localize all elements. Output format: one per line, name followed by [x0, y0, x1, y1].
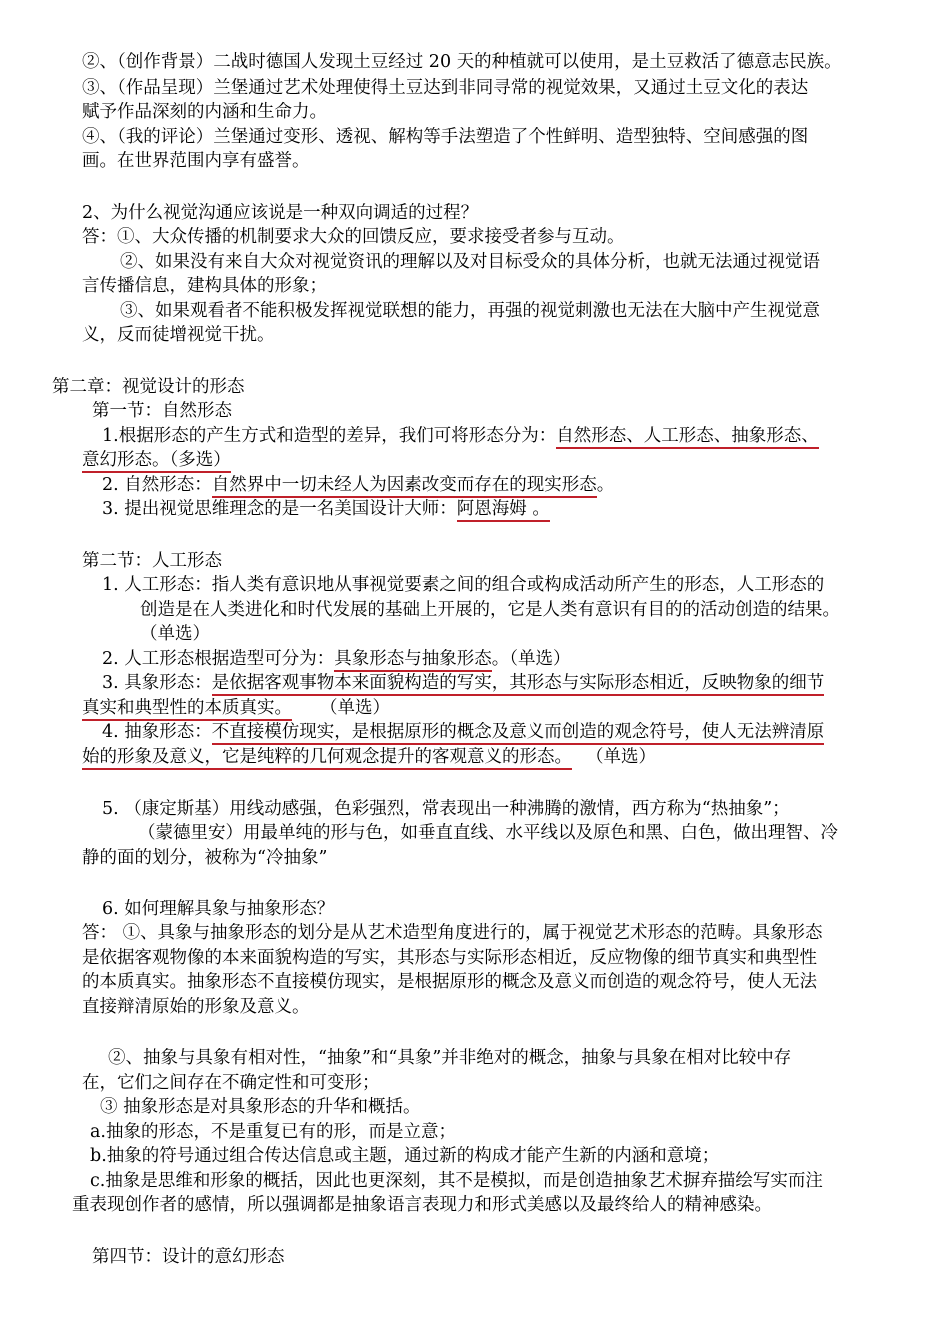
answer-line: ②、抽象与具象有相对性，“抽象”和“具象”并非绝对的概念，抽象与具象在相对比较中存	[108, 1048, 792, 1068]
item-text: 2. 自然形态：	[102, 475, 212, 495]
paragraph-line: 画。在世界范围内享有盛誉。	[82, 151, 310, 171]
paragraph-line: ③、（作品呈现）兰堡通过艺术处理使得土豆达到非同寻常的视觉效果，又通过土豆文化的表达	[82, 78, 809, 98]
paragraph-line: ②、（创作背景）二战时德国人发现土豆经过 20 天的种植就可以使用，是土豆救活了德意志民族。	[82, 52, 842, 72]
item-text: 。（单选）	[491, 649, 571, 669]
answer-line: ②、如果没有来自大众对视觉资讯的理解以及对目标受众的具体分析，也就无法通过视觉语	[120, 252, 820, 272]
list-item	[102, 473, 614, 497]
item-text: 4. 抽象形态：	[102, 722, 212, 742]
list-item	[102, 424, 819, 448]
list-item-continuation	[82, 696, 390, 720]
answer-line: 言传播信息，建构具体的形象；	[82, 276, 327, 296]
list-item-continuation	[82, 745, 656, 769]
question-heading: 2、为什么视觉沟通应该说是一种双向调适的过程？	[82, 203, 479, 223]
section-heading: 第二节：人工形态	[82, 551, 222, 571]
list-item-continuation: 静的面的划分，被称为“冷抽象”	[82, 848, 328, 868]
underlined-answer: 是依据客观事物本来面貌构造的写实，其形态与实际形态相近，反映物象的细节	[212, 673, 825, 696]
answer-line: 义，反而徒增视觉干扰。	[82, 325, 275, 345]
underlined-answer: 自然界中一切未经人为因素改变而存在的现实形态	[212, 475, 597, 498]
list-item: 6. 如何理解具象与抽象形态？	[102, 899, 335, 919]
list-item: 5. （康定斯基）用线动感强，色彩强烈，常表现出一种沸腾的激情，西方称为“热抽象”；	[102, 799, 790, 819]
list-item	[102, 647, 571, 671]
answer-line: b.抽象的符号通过组合传达信息或主题，通过新的构成才能产生新的内涵和意境；	[90, 1146, 720, 1166]
list-item	[102, 497, 550, 521]
section-heading: 第一节：自然形态	[92, 401, 232, 421]
paragraph-line: 赋予作品深刻的内涵和生命力。	[82, 102, 327, 122]
answer-line: a.抽象的形态，不是重复已有的形，而是立意；	[90, 1122, 456, 1142]
list-item-continuation: 创造是在人类进化和时代发展的基础上开展的，它是人类有意识有目的的活动创造的结果。	[140, 600, 840, 620]
item-text: 3. 提出视觉思维理念的是一名美国设计大师：	[102, 499, 457, 519]
underlined-answer: 自然形态、人工形态、抽象形态、	[556, 426, 819, 449]
answer-line: ③、如果观看者不能积极发挥视觉联想的能力，再强的视觉刺激也无法在大脑中产生视觉意	[120, 301, 820, 321]
item-text: （单选）	[320, 698, 390, 718]
answer-line: 直接辩清原始的形象及意义。	[82, 997, 310, 1017]
item-text: 。	[596, 475, 615, 495]
answer-line: c.抽象是思维和形象的概括，因此也更深刻，其不是模拟，而是创造抽象艺术摒弃描绘写实而注	[90, 1171, 823, 1191]
item-text: 2. 人工形态根据造型可分为：	[102, 649, 335, 669]
list-item-continuation: （蒙德里安）用最单纯的形与色，如垂直直线、水平线以及原色和黑、白色，做出理智、冷	[138, 823, 838, 843]
item-text: 3. 具象形态：	[102, 673, 212, 693]
list-item-continuation	[82, 448, 231, 472]
answer-line: 是依据客观物像的本来面貌构造的写实，其形态与实际形态相近，反应物像的细节真实和典型性	[82, 948, 817, 968]
underlined-answer: 真实和典型性的本质真实。	[82, 698, 292, 721]
list-item	[102, 671, 824, 695]
list-item-continuation: （单选）	[140, 624, 210, 644]
underlined-answer: 不直接模仿现实，是根据原形的概念及意义而创造的观念符号，使人无法辨清原	[212, 722, 825, 745]
item-text: 1.根据形态的产生方式和造型的差异，我们可将形态分为：	[102, 426, 557, 446]
paragraph-line: ④、（我的评论）兰堡通过变形、透视、解构等手法塑造了个性鲜明、造型独特、空间感强的图	[82, 127, 809, 147]
section-heading: 第四节：设计的意幻形态	[92, 1247, 285, 1267]
underlined-answer: 始的形象及意义，它是纯粹的几何观念提升的客观意义的形态。	[82, 747, 572, 770]
chapter-heading: 第二章：视觉设计的形态	[52, 377, 245, 397]
answer-line: 答： ①、具象与抽象形态的划分是从艺术造型角度进行的，属于视觉艺术形态的范畴。具象形态	[82, 923, 823, 943]
answer-line: 在，它们之间存在不确定性和可变形；	[82, 1073, 380, 1093]
underlined-answer: 阿恩海姆 。	[457, 499, 550, 522]
underlined-answer: 具象形态与抽象形态	[334, 649, 492, 672]
item-text: （单选）	[586, 747, 656, 767]
answer-line: 的本质真实。抽象形态不直接模仿现实，是根据原形的概念及意义而创造的观念符号，使人无法	[82, 972, 817, 992]
underlined-answer: 意幻形态。（多选）	[82, 450, 231, 473]
list-item	[102, 720, 824, 744]
answer-line: ③ 抽象形态是对具象形态的升华和概括。	[100, 1097, 421, 1117]
answer-line: 重表现创作者的感情，所以强调都是抽象语言表现力和形式美感以及最终给人的精神感染。	[72, 1195, 772, 1215]
answer-line: 答：①、大众传播的机制要求大众的回馈反应，要求接受者参与互动。	[82, 227, 625, 247]
list-item: 1. 人工形态：指人类有意识地从事视觉要素之间的组合或构成活动所产生的形态，人工形态的	[102, 575, 825, 595]
